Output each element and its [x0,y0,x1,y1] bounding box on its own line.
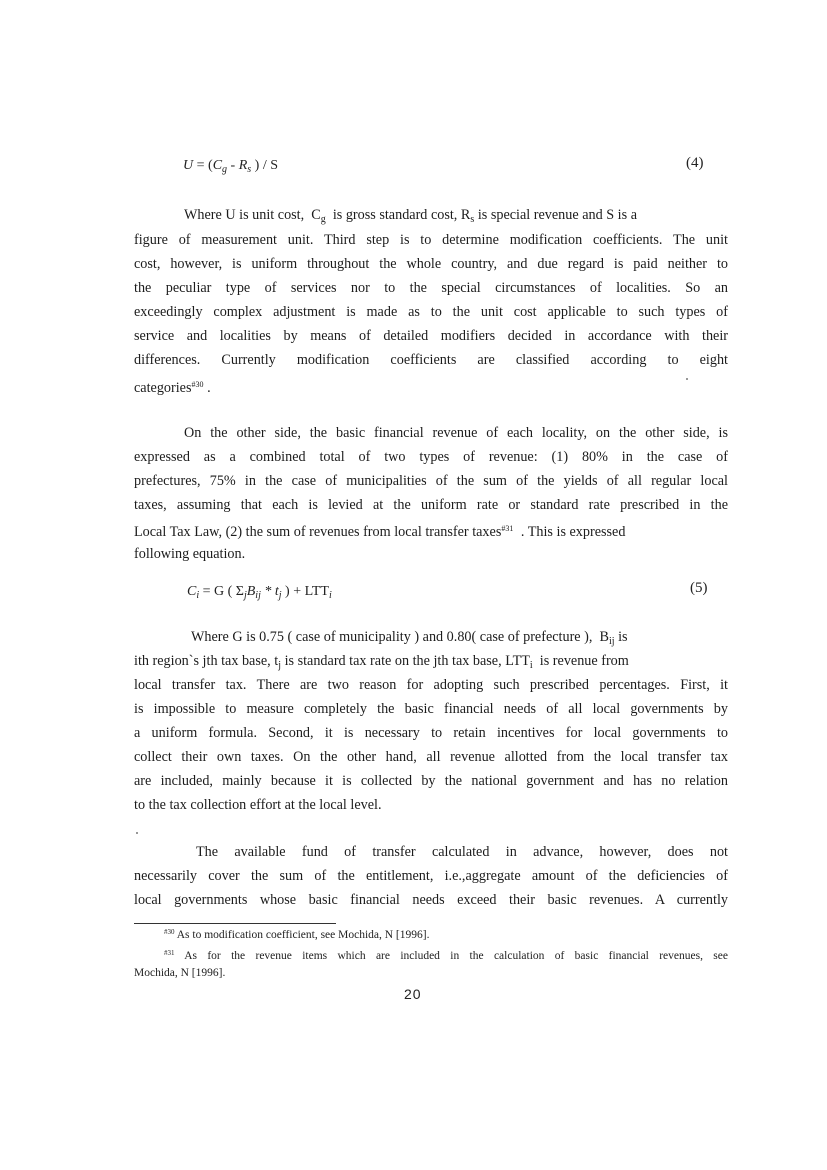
equation-4-number: (4) [686,155,704,171]
para3-l2-d: LTT [505,653,530,669]
para1-line1 [184,207,728,228]
footnote-31-text: As for the revenue items which are included in the calculation of basic financial revenues, see [184,950,728,962]
para3-l2-b-sub: j [278,660,282,671]
scan-speck [686,378,688,380]
eq5-c: C [187,584,197,599]
para3-line3: local transfer tax. There are two reason for adopting such prescribed percentages. First, it [134,677,728,693]
para1-line7: differences. Currently modification coefficients are classified according to eight [134,352,728,368]
page-number: 20 [404,986,422,1002]
para2-line2: expressed as a combined total of two types of revenue: (1) 80% in the case of [134,449,728,465]
para4-line1: The available fund of transfer calculated in advance, however, does not [196,844,728,860]
eq4-equals: = ( [196,158,213,173]
eq4-u: U [183,158,194,173]
eq4-rs: R [238,158,248,173]
para1-l1-r: R [460,207,471,223]
footnote-ref-30: #30 [191,380,204,389]
para3-l1-c: is [618,629,628,645]
para3-l2-d-sub: i [529,660,533,671]
para3-l2-c: is standard tax rate on the jth tax base, [284,653,502,669]
para2-l5-a: Local Tax Law, (2) the sum of revenues from local transfer taxes [134,524,502,540]
para3-l1-b-sub: ij [608,636,615,647]
equation-5-number: (5) [690,580,708,596]
para1-l1-a: Where U is unit cost, [184,207,305,223]
eq4-rest: ) / S [254,158,279,173]
para1-line8 [134,377,211,396]
eq5-c-sub: i [196,590,200,601]
para3-line2 [134,653,629,674]
footnote-ref-31: #31 [501,524,514,533]
footnote-30-mark: #30 [164,928,175,936]
para1-l1-c-sub: g [320,214,326,225]
para3-l1-a: Where G is 0.75 ( case of municipality ) and 0.80( case of prefecture ), [191,629,593,645]
para3-line5: a uniform formula. Second, it is necessary to retain incentives for local governments to [134,725,728,741]
para3-l2-a: ith region`s jth tax base, [134,653,271,669]
para2-line4: taxes, assuming that each is levied at the uniform rate or standard rate prescribed in the [134,497,728,513]
para1-l1-d: is special revenue and S is a [477,207,637,223]
eq5-end: ) + LTT [285,584,329,599]
eq5-mid: = G ( Σ [202,584,244,599]
para3-line7: are included, mainly because it is collected by the national government and has no relation [134,773,728,789]
para1-line6: service and localities by means of detailed modifiers decided in accordance with their [134,328,728,344]
para1-l1-r-sub: s [470,214,475,225]
eq4-cg: C [212,158,223,173]
eq5-t: * t [264,584,279,599]
eq5-j-sub: j [243,590,247,601]
para3-line1 [191,629,628,650]
para3-line6: collect their own taxes. On the other hand, all revenue allotted from the local transfer tax [134,749,728,765]
para1-l1-c: C [311,207,321,223]
para1-line5: exceedingly complex adjustment is made as to the unit cost applicable to such types of [134,304,728,320]
footnote-31-mark: #31 [164,949,175,957]
para1-line4: the peculiar type of services nor to the special circumstances of localities. So an [134,280,728,296]
para4-line2: necessarily cover the sum of the entitlement, i.e.,aggregate amount of the deficiencies of [134,868,728,884]
footnote-30-text: As to modification coefficient, see Mochida, N [1996]. [176,929,430,941]
para2-line3: prefectures, 75% in the case of municipalities of the sum of the yields of all regular local [134,473,728,489]
eq5-ltt-sub: i [328,590,332,601]
eq5-b: B [246,584,256,599]
para2-line5 [134,521,625,540]
scan-speck [136,832,138,834]
para1-l1-b: is gross standard cost, [332,207,458,223]
para1-line2: figure of measurement unit. Third step is to determine modification coefficients. The unit [134,232,728,248]
para4-line3: local governments whose basic financial needs exceed their basic revenues. A currently [134,892,728,908]
eq4-rs-sub: s [247,164,252,175]
para3-l2-b: t [274,653,279,669]
para2-l5-b: . This is expressed [520,524,626,540]
footnote-31-line2: Mochida, N [1996]. [134,967,226,979]
eq4-minus: - [230,158,239,173]
para1-line3: cost, however, is uniform throughout the whole country, and due regard is paid neither to [134,256,728,272]
para2-line6: following equation. [134,546,246,562]
footnote-31-line1 [164,946,728,963]
eq4-cg-sub: g [222,164,228,175]
equation-4 [183,158,278,175]
eq5-b-sub: ij [255,590,261,601]
eq5-t-sub: j [278,590,282,601]
equation-5 [187,584,332,601]
para1-l8-text: categories [134,380,192,396]
para3-l2-e: is revenue from [539,653,629,669]
para3-line4: is impossible to measure completely the basic financial needs of all local governments by [134,701,728,717]
para3-l1-b: B [599,629,609,645]
para2-line1: On the other side, the basic financial revenue of each locality, on the other side, is [184,425,728,441]
footnote-30 [164,925,429,942]
para3-line8: to the tax collection effort at the local level. [134,797,382,813]
para1-l8-end: . [207,380,211,396]
footnote-rule [134,923,336,924]
